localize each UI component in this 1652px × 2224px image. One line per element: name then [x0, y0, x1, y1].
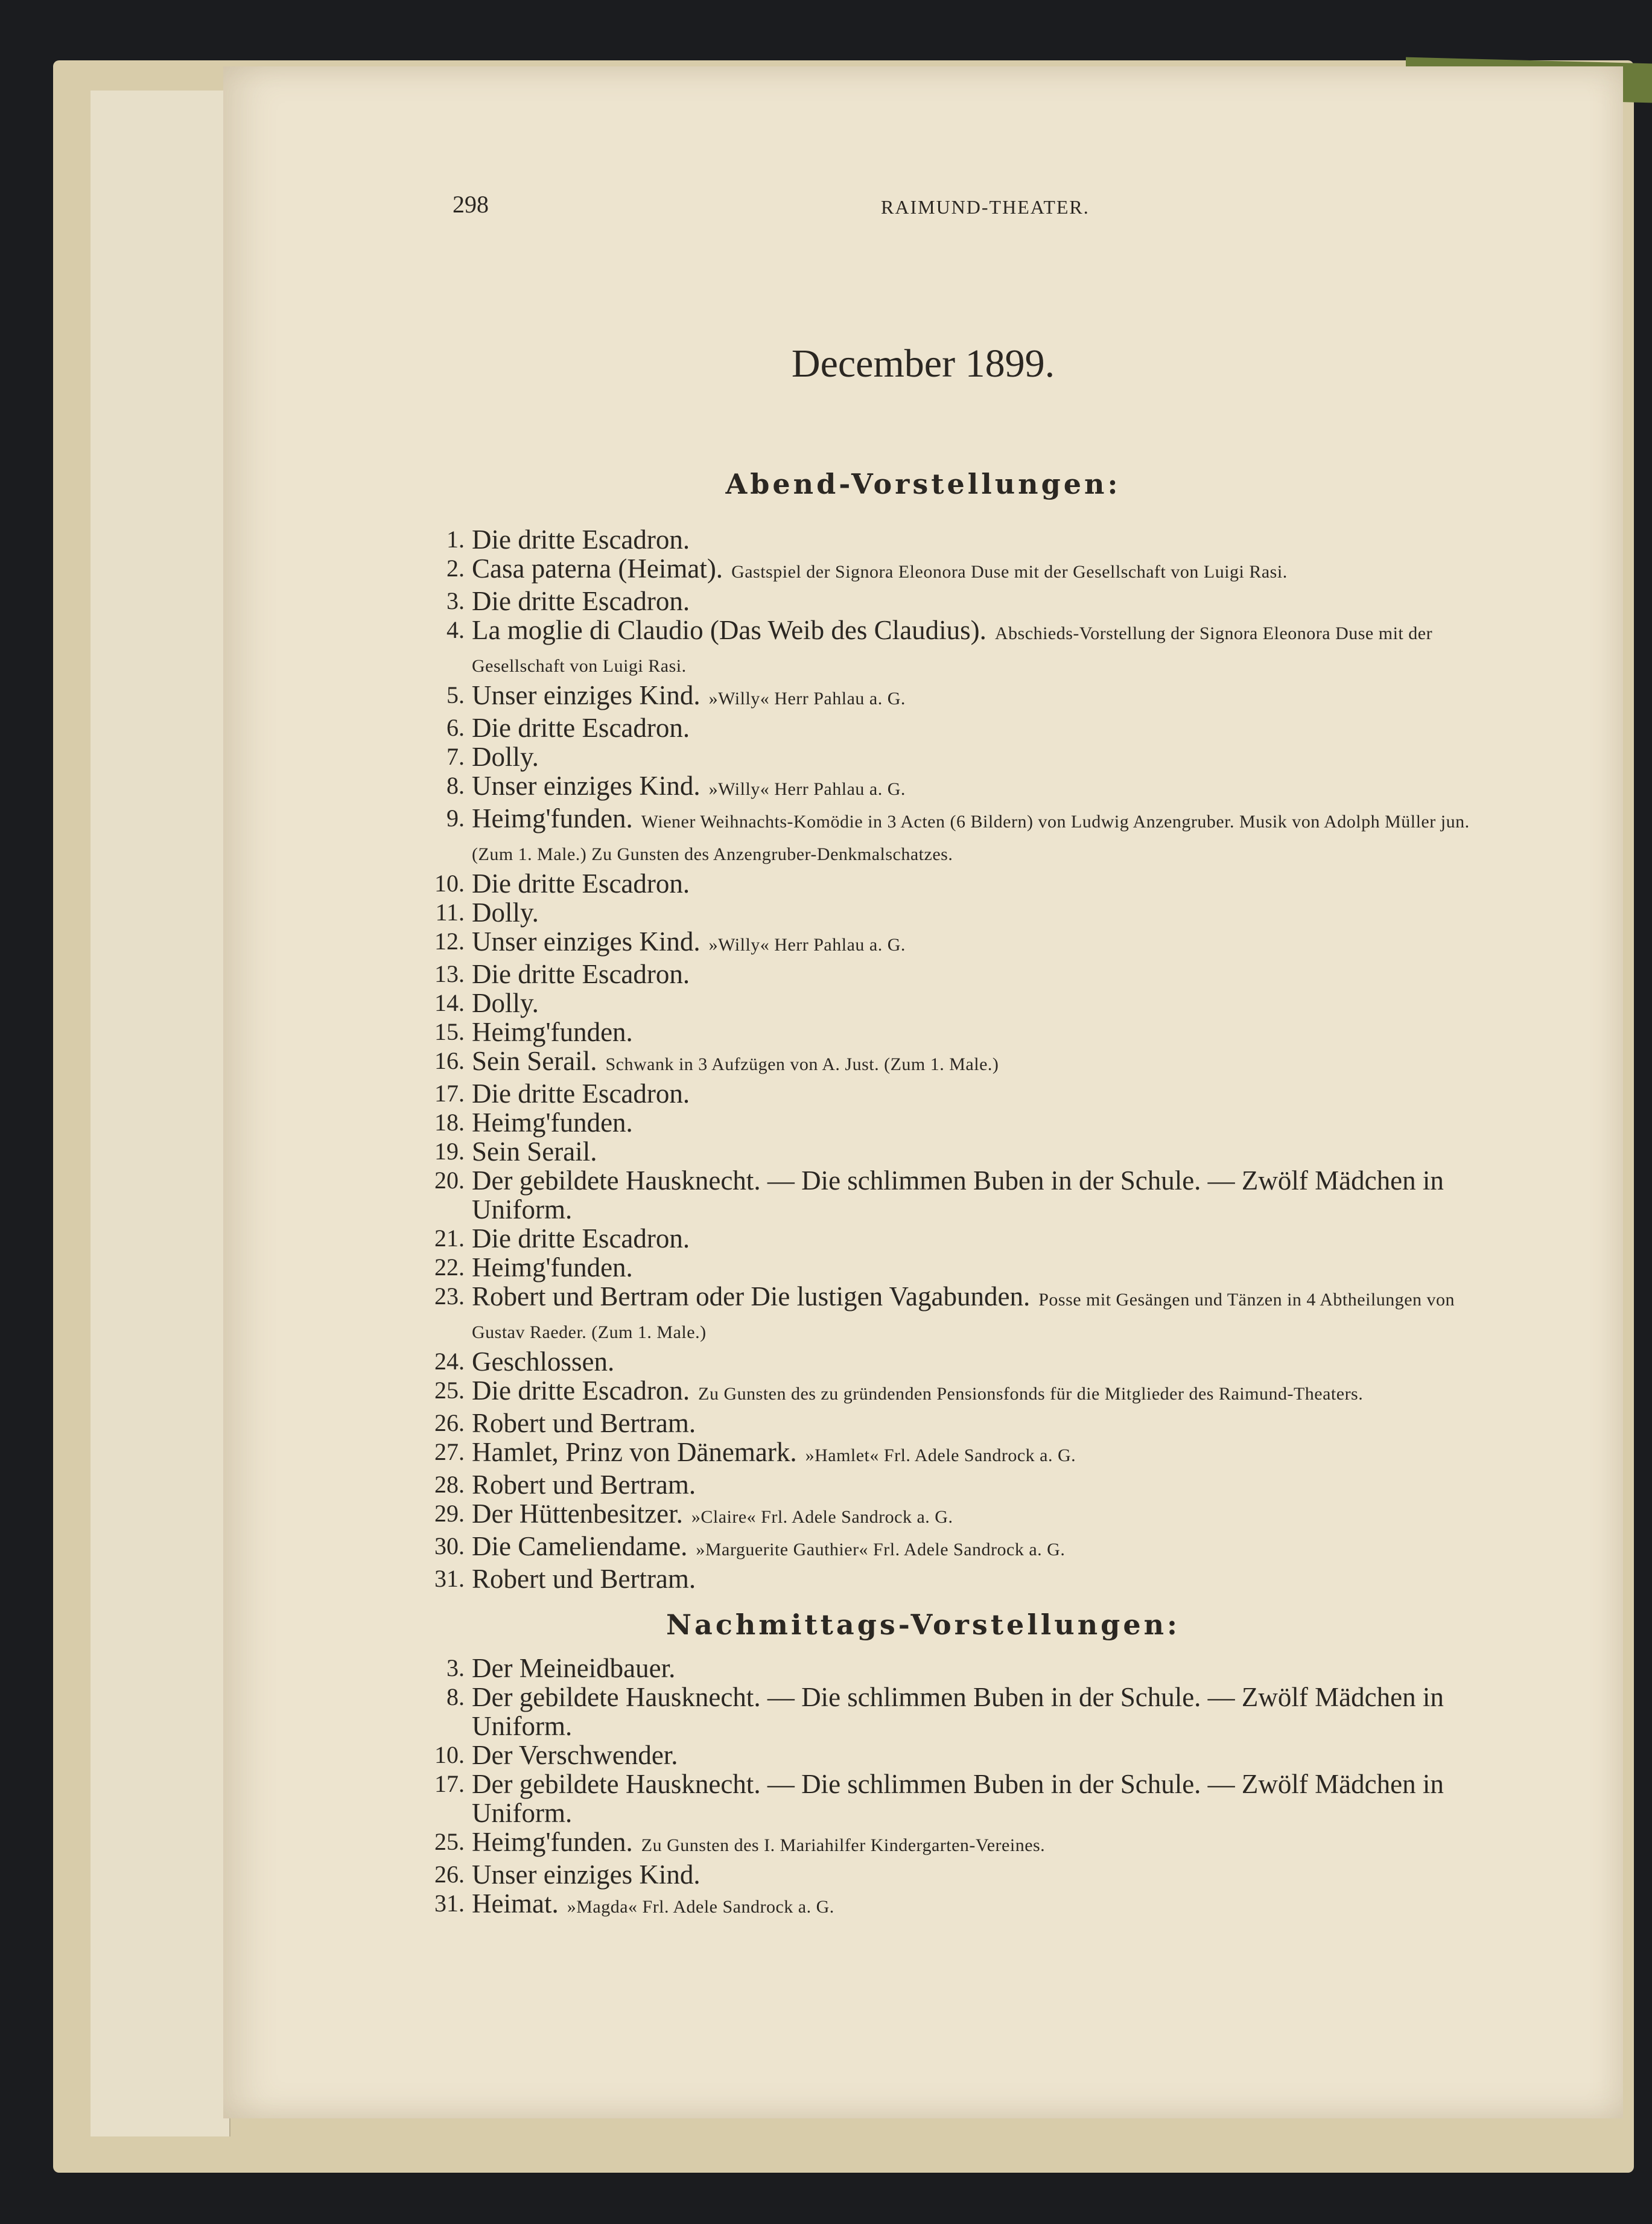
play-title: Heimat. [472, 1888, 559, 1919]
list-item [422, 1741, 1472, 1770]
play-title: Dolly. [472, 897, 539, 928]
entry-number: 20. [434, 1167, 465, 1194]
entry-number: 30. [434, 1532, 465, 1560]
play-title: Die dritte Escadron. [472, 586, 690, 616]
entry-number: 14. [434, 989, 465, 1016]
play-title: Die dritte Escadron. [472, 524, 690, 555]
entry-number: 7. [446, 743, 465, 770]
performance-note: »Willy« Herr Pahlau a. G. [708, 689, 906, 709]
entry-number: 13. [434, 960, 465, 987]
list-item [422, 1347, 1472, 1376]
entry-number: 11. [435, 899, 465, 926]
list-item [422, 587, 1472, 616]
play-title: Der Hüttenbesitzer. [472, 1499, 683, 1529]
entry-number: 22. [434, 1254, 465, 1281]
list-item [422, 713, 1472, 742]
play-title: Robert und Bertram. [472, 1470, 696, 1500]
play-title: Heimg'funden. [472, 803, 633, 833]
entry-number: 31. [434, 1565, 465, 1592]
entry-number: 10. [434, 870, 465, 897]
play-title: Heimg'funden. [472, 1017, 633, 1047]
entry-number: 17. [434, 1080, 465, 1107]
entry-number: 19. [434, 1138, 465, 1165]
page-edge [91, 91, 128, 2136]
page-edge [127, 91, 164, 2136]
play-title: Robert und Bertram. [472, 1408, 696, 1438]
list-item [422, 1438, 1472, 1470]
list-item [422, 960, 1472, 989]
list-item [422, 554, 1472, 587]
entry-number: 21. [434, 1225, 465, 1252]
list-item [422, 1376, 1472, 1409]
play-title: Der gebildete Hausknecht. — Die schlimmen Buben in der Schule. — Zwölf Mädchen in Uniform. [472, 1682, 1444, 1741]
month-title: December 1899. [791, 342, 1055, 386]
performance-note: Posse mit Gesängen und Tänzen in 4 Abtheilungen von Gustav Raeder. (Zum 1. Male.) [472, 1290, 1455, 1342]
list-item [422, 525, 1472, 554]
entry-number: 10. [434, 1741, 465, 1768]
play-title: Hamlet, Prinz von Dänemark. [472, 1437, 797, 1467]
performance-note: »Hamlet« Frl. Adele Sandrock a. G. [805, 1445, 1076, 1465]
play-title: Die dritte Escadron. [472, 1223, 690, 1254]
list-item [422, 898, 1472, 927]
page-edge [163, 91, 200, 2136]
play-title: Dolly. [472, 988, 539, 1018]
list-item [422, 1827, 1472, 1860]
list-item [422, 616, 1472, 681]
performance-note: »Magda« Frl. Adele Sandrock a. G. [567, 1897, 834, 1917]
afternoon-section-title: Nachmittags-Vorstellungen: [666, 1608, 1181, 1641]
afternoon-performance-list [422, 1654, 1472, 1922]
play-title: Die dritte Escadron. [472, 868, 690, 899]
play-title: Die dritte Escadron. [472, 1079, 690, 1109]
list-item [422, 1860, 1472, 1889]
play-title: Robert und Bertram oder Die lustigen Vagabunden. [472, 1281, 1031, 1311]
entry-number: 8. [446, 772, 465, 799]
entry-number: 4. [446, 616, 465, 643]
performance-note: Abschieds-Vorstellung der Signora Eleonora Duse mit der Gesellschaft von Luigi Rasi. [472, 623, 1433, 676]
play-title: Der Meineidbauer. [472, 1653, 676, 1683]
entry-number: 8. [446, 1683, 465, 1710]
performance-note: »Marguerite Gauthier« Frl. Adele Sandrock a. G. [696, 1540, 1066, 1560]
play-title: Unser einziges Kind. [472, 680, 701, 710]
list-item [422, 1770, 1472, 1827]
entry-number: 23. [434, 1282, 465, 1310]
entry-number: 2. [446, 555, 465, 582]
list-item [422, 1683, 1472, 1741]
list-item [422, 1166, 1472, 1224]
list-item [422, 927, 1472, 960]
entry-number: 31. [434, 1890, 465, 1917]
list-item [422, 1499, 1472, 1532]
play-title: Unser einziges Kind. [472, 926, 701, 957]
play-title: Der Verschwender. [472, 1740, 678, 1770]
entry-number: 18. [434, 1109, 465, 1136]
running-title: RAIMUND-THEATER. [881, 196, 1090, 218]
evening-section-title: Abend-Vorstellungen: [725, 468, 1121, 500]
list-item [422, 1018, 1472, 1047]
list-item [422, 1108, 1472, 1137]
play-title: Der gebildete Hausknecht. — Die schlimmen Buben in der Schule. — Zwölf Mädchen in Uniform. [472, 1769, 1444, 1828]
play-title: Heimg'funden. [472, 1827, 633, 1857]
play-title: Robert und Bertram. [472, 1564, 696, 1594]
entry-number: 6. [446, 714, 465, 741]
performance-note: Schwank in 3 Aufzügen von A. Just. (Zum 1. Male.) [605, 1054, 999, 1074]
entry-number: 28. [434, 1471, 465, 1498]
page-number: 298 [453, 191, 489, 218]
list-item [422, 1532, 1472, 1564]
play-title: Heimg'funden. [472, 1252, 633, 1282]
list-item [422, 1564, 1472, 1593]
performance-note: »Willy« Herr Pahlau a. G. [708, 779, 906, 799]
entry-number: 9. [446, 805, 465, 832]
play-title: Unser einziges Kind. [472, 1859, 701, 1890]
play-title: Dolly. [472, 742, 539, 772]
entry-number: 3. [446, 1654, 465, 1681]
list-item [422, 1409, 1472, 1438]
list-item [422, 1889, 1472, 1922]
play-title: Unser einziges Kind. [472, 771, 701, 801]
entry-number: 25. [434, 1828, 465, 1855]
play-title: Der gebildete Hausknecht. — Die schlimmen Buben in der Schule. — Zwölf Mädchen in Uniform. [472, 1165, 1444, 1225]
book-page [223, 66, 1623, 2118]
entry-number: 12. [434, 928, 465, 955]
entry-number: 16. [434, 1047, 465, 1074]
performance-note: Zu Gunsten des zu gründenden Pensionsfonds für die Mitglieder des Raimund-Theaters. [698, 1384, 1364, 1404]
play-title: Sein Serail. [472, 1046, 597, 1076]
play-title: Die dritte Escadron. [472, 1375, 690, 1406]
performance-note: »Willy« Herr Pahlau a. G. [708, 935, 906, 955]
list-item [422, 1282, 1472, 1347]
entry-number: 26. [434, 1861, 465, 1888]
list-item [422, 681, 1472, 713]
performance-note: Wiener Weihnachts-Komödie in 3 Acten (6 Bildern) von Ludwig Anzengruber. Musik von Adolph Müller jun. (Zum 1. Male.) Zu Gunsten des Anzengruber-Denkmalschatzes. [472, 812, 1470, 864]
entry-number: 26. [434, 1409, 465, 1436]
performance-note: Gastspiel der Signora Eleonora Duse mit der Gesellschaft von Luigi Rasi. [731, 562, 1288, 582]
performance-note: »Claire« Frl. Adele Sandrock a. G. [691, 1507, 953, 1527]
play-title: Heimg'funden. [472, 1107, 633, 1138]
list-item [422, 1470, 1472, 1499]
play-title: Die dritte Escadron. [472, 713, 690, 743]
list-item [422, 742, 1472, 771]
play-title: Geschlossen. [472, 1346, 615, 1377]
list-item [422, 1654, 1472, 1683]
entry-number: 29. [434, 1500, 465, 1527]
entry-number: 25. [434, 1377, 465, 1404]
list-item [422, 771, 1472, 804]
entry-number: 17. [434, 1770, 465, 1797]
play-title: Die dritte Escadron. [472, 959, 690, 989]
evening-performance-list [422, 525, 1472, 1593]
entry-number: 27. [434, 1438, 465, 1465]
play-title: Sein Serail. [472, 1136, 597, 1167]
play-title: Casa paterna (Heimat). [472, 553, 723, 584]
entry-number: 15. [434, 1018, 465, 1045]
entry-number: 24. [434, 1348, 465, 1375]
play-title: Die Cameliendame. [472, 1531, 688, 1561]
list-item [422, 869, 1472, 898]
performance-note: Zu Gunsten des I. Mariahilfer Kindergarten-Vereines. [641, 1835, 1046, 1855]
entry-number: 1. [446, 526, 465, 553]
entry-number: 3. [446, 587, 465, 614]
list-item [422, 804, 1472, 869]
entry-number: 5. [446, 681, 465, 709]
list-item [422, 1253, 1472, 1282]
list-item [422, 1079, 1472, 1108]
list-item [422, 1047, 1472, 1079]
list-item [422, 989, 1472, 1018]
list-item [422, 1224, 1472, 1253]
play-title: La moglie di Claudio (Das Weib des Claudius). [472, 615, 986, 645]
list-item [422, 1137, 1472, 1166]
